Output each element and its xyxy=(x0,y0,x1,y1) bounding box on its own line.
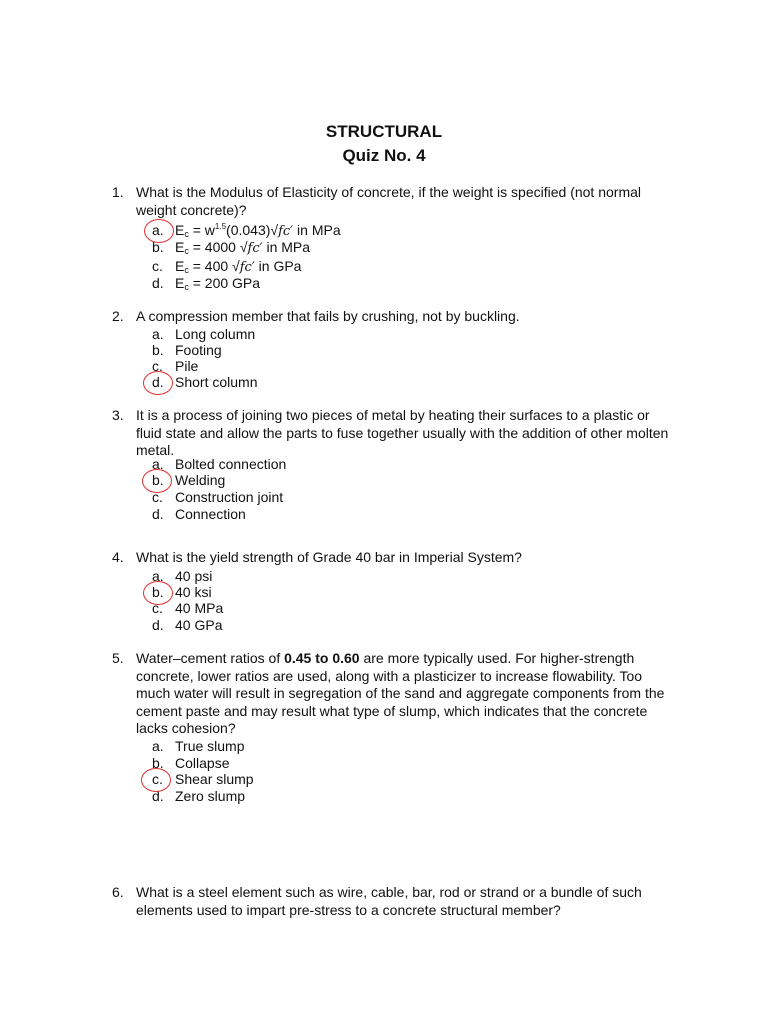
option-label: Short column xyxy=(175,374,258,390)
option-letter: c. xyxy=(152,600,163,616)
formula-part: = w xyxy=(188,222,215,238)
option-label: Collapse xyxy=(175,755,230,771)
question-text-part: are more typically used. For higher-strength concrete, lower ratios are used, along with a plasticizer to increase flowability. Too much water will result in segregation of the sand and aggregate components from the cement paste and may result what type of slump, which indicates that the concrete lacks cohesion? xyxy=(136,650,665,736)
option-label: Footing xyxy=(175,342,222,358)
formula-unit: in MPa xyxy=(293,222,341,238)
formula-part: = 4000 xyxy=(188,239,240,255)
option-label: 40 ksi xyxy=(175,584,212,600)
formula-variable: fc′ xyxy=(239,260,255,275)
sqrt-symbol: √ xyxy=(239,239,248,255)
option-letter: b. xyxy=(152,342,164,358)
answer-circle-mark xyxy=(141,768,171,792)
option-letter: c. xyxy=(152,489,163,505)
option-b xyxy=(152,239,310,259)
option-label: Long column xyxy=(175,326,256,342)
option-label: 40 psi xyxy=(175,568,213,584)
option-letter: d. xyxy=(152,374,164,390)
option-label: Zero slump xyxy=(175,788,246,804)
formula-superscript: 1.5 xyxy=(214,222,227,231)
option-letter: c. xyxy=(152,771,163,787)
formula-symbol: E xyxy=(175,239,185,255)
formula-part: = 200 GPa xyxy=(188,275,261,291)
answer-circle-mark xyxy=(142,469,172,493)
option-d xyxy=(152,788,245,804)
option-b xyxy=(152,755,229,771)
question-text-emphasis: 0.45 to 0.60 xyxy=(284,650,360,666)
question-text: What is the yield strength of Grade 40 bar in Imperial System? xyxy=(136,549,522,565)
page-title: STRUCTURAL xyxy=(325,122,443,141)
formula-variable: fc′ xyxy=(278,224,294,239)
question-text: What is the Modulus of Elasticity of concrete, if the weight is specified (not normal weight concrete)? xyxy=(136,184,642,218)
option-letter: a. xyxy=(152,326,164,342)
option-label: Welding xyxy=(175,472,226,488)
question-number: 2. xyxy=(112,308,124,324)
question-text-part: Water–cement ratios of xyxy=(136,650,285,666)
question-number: 3. xyxy=(112,407,124,423)
option-letter: d. xyxy=(152,506,164,522)
formula-part: = 400 xyxy=(188,258,233,274)
option-b xyxy=(152,342,222,358)
option-label: Pile xyxy=(175,358,199,374)
option-letter: b. xyxy=(152,472,164,488)
formula-symbol: E xyxy=(175,258,185,274)
option-label: True slump xyxy=(175,738,245,754)
question-text: A compression member that fails by crushing, not by buckling. xyxy=(136,308,520,324)
option-label: Construction joint xyxy=(175,489,284,505)
page-subtitle: Quiz No. 4 xyxy=(342,146,426,165)
option-a xyxy=(152,738,245,754)
sqrt-symbol: √ xyxy=(270,222,279,238)
option-c xyxy=(152,489,283,505)
option-d xyxy=(152,506,246,522)
option-label: 40 MPa xyxy=(175,600,224,616)
answer-circle-mark xyxy=(143,371,173,395)
option-label: Shear slump xyxy=(175,771,254,787)
option-letter: a. xyxy=(152,222,164,238)
formula-part: (0.043) xyxy=(226,222,271,238)
option-d xyxy=(152,617,222,633)
option-letter: a. xyxy=(152,738,164,754)
question-number: 4. xyxy=(112,549,124,565)
formula-subscript: c xyxy=(184,265,189,275)
option-letter: c. xyxy=(152,258,163,274)
question-text xyxy=(136,650,676,738)
answer-circle-mark xyxy=(144,219,174,243)
option-letter: b. xyxy=(152,239,164,255)
formula-unit: in GPa xyxy=(254,258,302,274)
formula-subscript: c xyxy=(184,282,189,292)
option-label: Bolted connection xyxy=(175,456,287,472)
option-d xyxy=(152,275,260,295)
question-number: 1. xyxy=(112,184,124,200)
question-number: 6. xyxy=(112,884,124,900)
option-label: Connection xyxy=(175,506,246,522)
option-letter: b. xyxy=(152,584,164,600)
sqrt-symbol: √ xyxy=(232,258,240,274)
option-letter: b. xyxy=(152,755,164,771)
option-letter: c. xyxy=(152,358,163,374)
option-letter: d. xyxy=(152,788,164,804)
option-a xyxy=(152,456,286,472)
option-letter: d. xyxy=(152,617,164,633)
formula-subscript: c xyxy=(184,229,189,239)
formula-variable: fc′ xyxy=(247,241,263,256)
option-label: 40 GPa xyxy=(175,617,223,633)
formula-subscript: c xyxy=(184,246,189,256)
question-number: 5. xyxy=(112,650,124,666)
question-text: It is a process of joining two pieces of metal by heating their surfaces to a plastic or fluid state and allow the parts to fuse together usually with the addition of other molten metal. xyxy=(136,407,669,458)
option-letter: d. xyxy=(152,275,164,291)
answer-circle-mark xyxy=(143,581,173,605)
formula-unit: in MPa xyxy=(262,239,311,255)
option-a xyxy=(152,326,255,342)
option-letter: a. xyxy=(152,568,164,584)
formula-symbol: E xyxy=(175,275,185,291)
option-letter: a. xyxy=(152,456,164,472)
question-text: What is a steel element such as wire, cable, bar, rod or strand or a bundle of such elements used to impart pre-stress to a concrete structural member? xyxy=(136,884,642,918)
formula-symbol: E xyxy=(175,222,185,238)
